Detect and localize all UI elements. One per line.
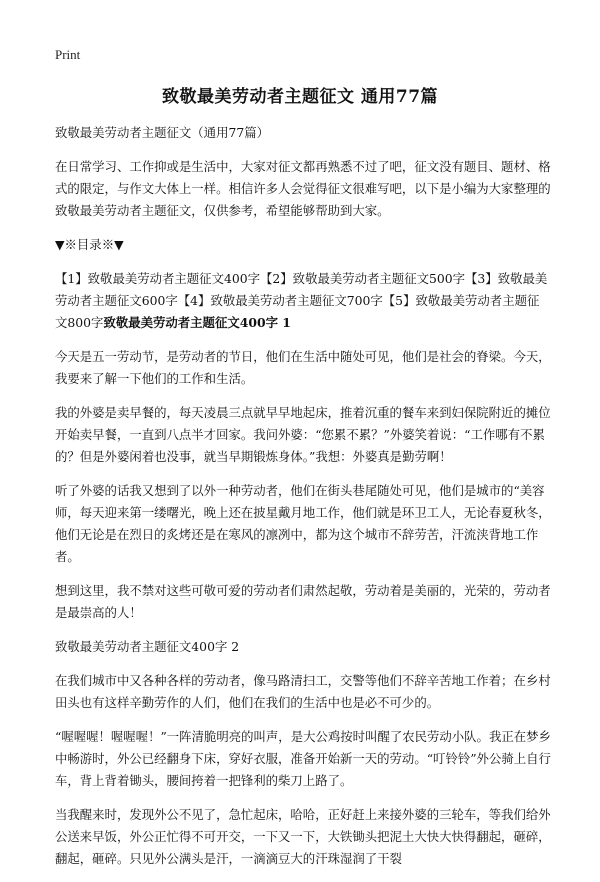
toc-item-2[interactable]: 【2】致敬最美劳动者主题征文500字 [260, 271, 466, 286]
print-link[interactable]: Print [55, 47, 81, 62]
page-title: 致敬最美劳动者主题征文 通用77篇 [161, 87, 439, 107]
section-2-paragraph: “喔喔喔！喔喔喔！”一阵清脆明亮的叫声，是大公鸡按时叫醒了农民劳动小队。我正在梦乡中畅游时，外公已经翻身下床，穿好衣服，准备开始新一天的劳动。“叮铃铃”外公骑上自行车，背上背着锄头，腰间挎着一把锋利的柴刀上路了。 [55, 729, 551, 788]
article-body [55, 122, 551, 882]
section-2-paragraph: 当我醒来时，发现外公不见了，急忙起床，哈哈，正好赶上来接外婆的三轮车，等我们给外公送来早饭，外公正忙得不可开交，一下又一下，大铁锄头把泥土大快大快得翻起，砸碎，翻起，砸碎。只见外公满头是汗，一滴滴豆大的汗珠湿润了干裂 [55, 807, 551, 866]
intro-paragraph: 在日常学习、工作抑或是生活中，大家对征文都再熟悉不过了吧，征文没有题目、题材、格式的限定，与作文大体上一样。相信许多人会觉得征文很难写吧，以下是小编为大家整理的致敬最美劳动者主题征文，仅供参考，希望能够帮助到大家。 [55, 159, 551, 218]
toc-item-4[interactable]: 【4】致敬最美劳动者主题征文700字 [177, 293, 383, 308]
toc-heading: ▼※目录※▼ [55, 237, 124, 252]
section-1-paragraph: 今天是五一劳动节，是劳动者的节日，他们在生活中随处可见，他们是社会的脊梁。今天，我要来了解一下他们的工作和生活。 [55, 349, 551, 386]
toc-item-5[interactable]: 【5】致敬最美劳动者主题征文800字 [55, 293, 540, 330]
section-1-paragraph: 听了外婆的话我又想到了以外一种劳动者，他们在街头巷尾随处可见，他们是城市的“美容师，每天迎来第一缕曙光，晚上还在披星戴月地工作，他们就是环卫工人，无论春夏秋冬，他们无论是在烈日的炙烤还是在寒风的凛冽中，都为这个城市不辞劳苦，汗流浃背地工作者。 [55, 483, 551, 564]
section-1-paragraph: 想到这里，我不禁对这些可敬可爱的劳动者们肃然起敬，劳动着是美丽的，光荣的，劳动者是最崇高的人！ [55, 583, 551, 620]
section-2-paragraph: 在我们城市中又各种各样的劳动者，像马路清扫工，交警等他们不辞辛苦地工作着；在乡村田头也有这样辛勤劳作的人们，他们在我们的生活中也是必不可少的。 [55, 673, 551, 710]
table-of-contents [55, 268, 551, 334]
section-1-paragraph: 我的外婆是卖早餐的，每天凌晨三点就早早地起床，推着沉重的餐车来到妇保院附近的摊位开始卖早餐，一直到八点半才回家。我问外婆：“您累不累？”外婆笑着说：“工作哪有不累的？但是外婆闲着也没事，就当早期锻炼身体。”我想：外婆真是勤劳啊！ [55, 405, 551, 464]
section-1-heading: 致敬最美劳动者主题征文400字 1 [103, 315, 291, 330]
toc-item-3[interactable]: 【3】致敬最美劳动者主题征文600字 [55, 271, 548, 308]
section-2-heading: 致敬最美劳动者主题征文400字 2 [55, 639, 240, 654]
toc-item-1[interactable]: 【1】致敬最美劳动者主题征文400字 [55, 271, 261, 286]
article-subtitle: 致敬最美劳动者主题征文（通用77篇） [55, 125, 270, 140]
